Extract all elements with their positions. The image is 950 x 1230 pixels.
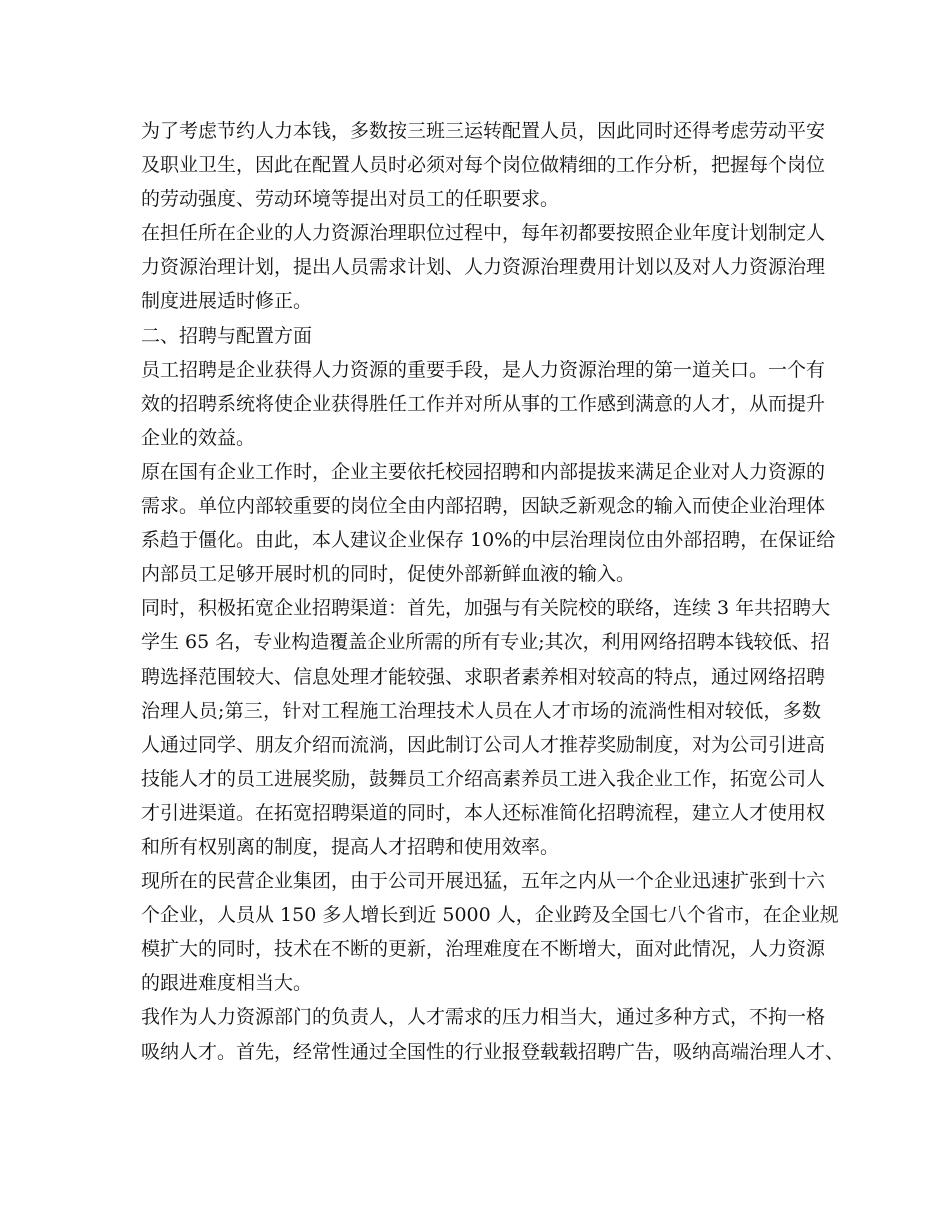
text-line-2: 及职业卫生，因此在配置人员时必须对每个岗位做精细的工作分析，把握每个岗位 [141, 154, 826, 177]
text-line-9: 效的招聘系统将使企业获得胜任工作并对所从事的工作感到满意的人才，从而提升 [141, 392, 826, 415]
text-line-28: 吸纳人才。首先，经常性通过全国性的行业报登载载招聘广告，吸纳高端治理人才、 [141, 1040, 845, 1063]
text-line-6: 制度进展适时修正。 [141, 290, 313, 313]
text-line-26: 的跟进难度相当大。 [141, 972, 313, 995]
text-line-14: 内部员工足够开展时机的同时，促使外部新鲜血液的输入。 [141, 563, 636, 586]
text-line-3: 的劳动强度、劳动环境等提出对员工的任职要求。 [141, 188, 560, 211]
text-line-25: 模扩大的同时，技术在不断的更新，治理难度在不断增大，面对此情况，人力资源 [141, 938, 826, 961]
text-line-23: 现所在的民营企业集团，由于公司开展迅猛，五年之内从一个企业迅速扩张到十六 [141, 870, 826, 893]
text-line-15: 同时，积极拓宽企业招聘渠道：首先，加强与有关院校的联络，连续 3 年共招聘大 [141, 597, 831, 620]
text-line-24: 个企业，人员从 150 多人增长到近 5000 人，企业跨及全国七八个省市，在企业规 [141, 904, 839, 927]
text-line-22: 和所有权别离的制度，提高人才招聘和使用效率。 [141, 835, 560, 858]
text-line-11: 原在国有企业工作时，企业主要依托校园招聘和内部提拔来满足企业对人力资源的 [141, 460, 826, 483]
text-line-12: 需求。单位内部较重要的岗位全由内部招聘，因缺乏新观念的输入而使企业治理体 [141, 495, 826, 518]
text-line-13: 系趋于僵化。由此，本人建议企业保存 10%的中层治理岗位由外部招聘，在保证给 [141, 529, 836, 552]
text-line-5: 力资源治理计划，提出人员需求计划、人力资源治理费用计划以及对人力资源治理 [141, 256, 826, 279]
text-line-18: 治理人员;第三，针对工程施工治理技术人员在人才市场的流淌性相对较低，多数 [141, 699, 821, 722]
text-line-17: 聘选择范围较大、信息处理才能较强、求职者素养相对较高的特点，通过网络招聘 [141, 665, 826, 688]
text-line-19: 人通过同学、朋友介绍而流淌，因此制订公司人才推荐奖励制度，对为公司引进高 [141, 733, 826, 756]
document-body [141, 114, 845, 1069]
text-line-21: 才引进渠道。在拓宽招聘渠道的同时，本人还标准简化招聘流程，建立人才使用权 [141, 801, 826, 824]
text-line-1: 为了考虑节约人力本钱，多数按三班三运转配置人员，因此同时还得考虑劳动平安 [141, 120, 826, 142]
text-line-27: 我作为人力资源部门的负责人，人才需求的压力相当大，通过多种方式，不拘一格 [141, 1006, 826, 1029]
text-line-10: 企业的效益。 [141, 426, 256, 449]
text-line-16: 学生 65 名，专业构造覆盖企业所需的所有专业;其次，利用网络招聘本钱较低、招 [141, 631, 830, 654]
text-line-20: 技能人才的员工进展奖励，鼓舞员工介绍高素养员工进入我企业工作，拓宽公司人 [141, 767, 826, 790]
text-line-8: 员工招聘是企业获得人力资源的重要手段，是人力资源治理的第一道关口。一个有 [141, 358, 826, 381]
text-line-4: 在担任所在企业的人力资源治理职位过程中，每年初都要按照企业年度计划制定人 [141, 222, 826, 245]
section-heading: 二、招聘与配置方面 [141, 324, 313, 347]
